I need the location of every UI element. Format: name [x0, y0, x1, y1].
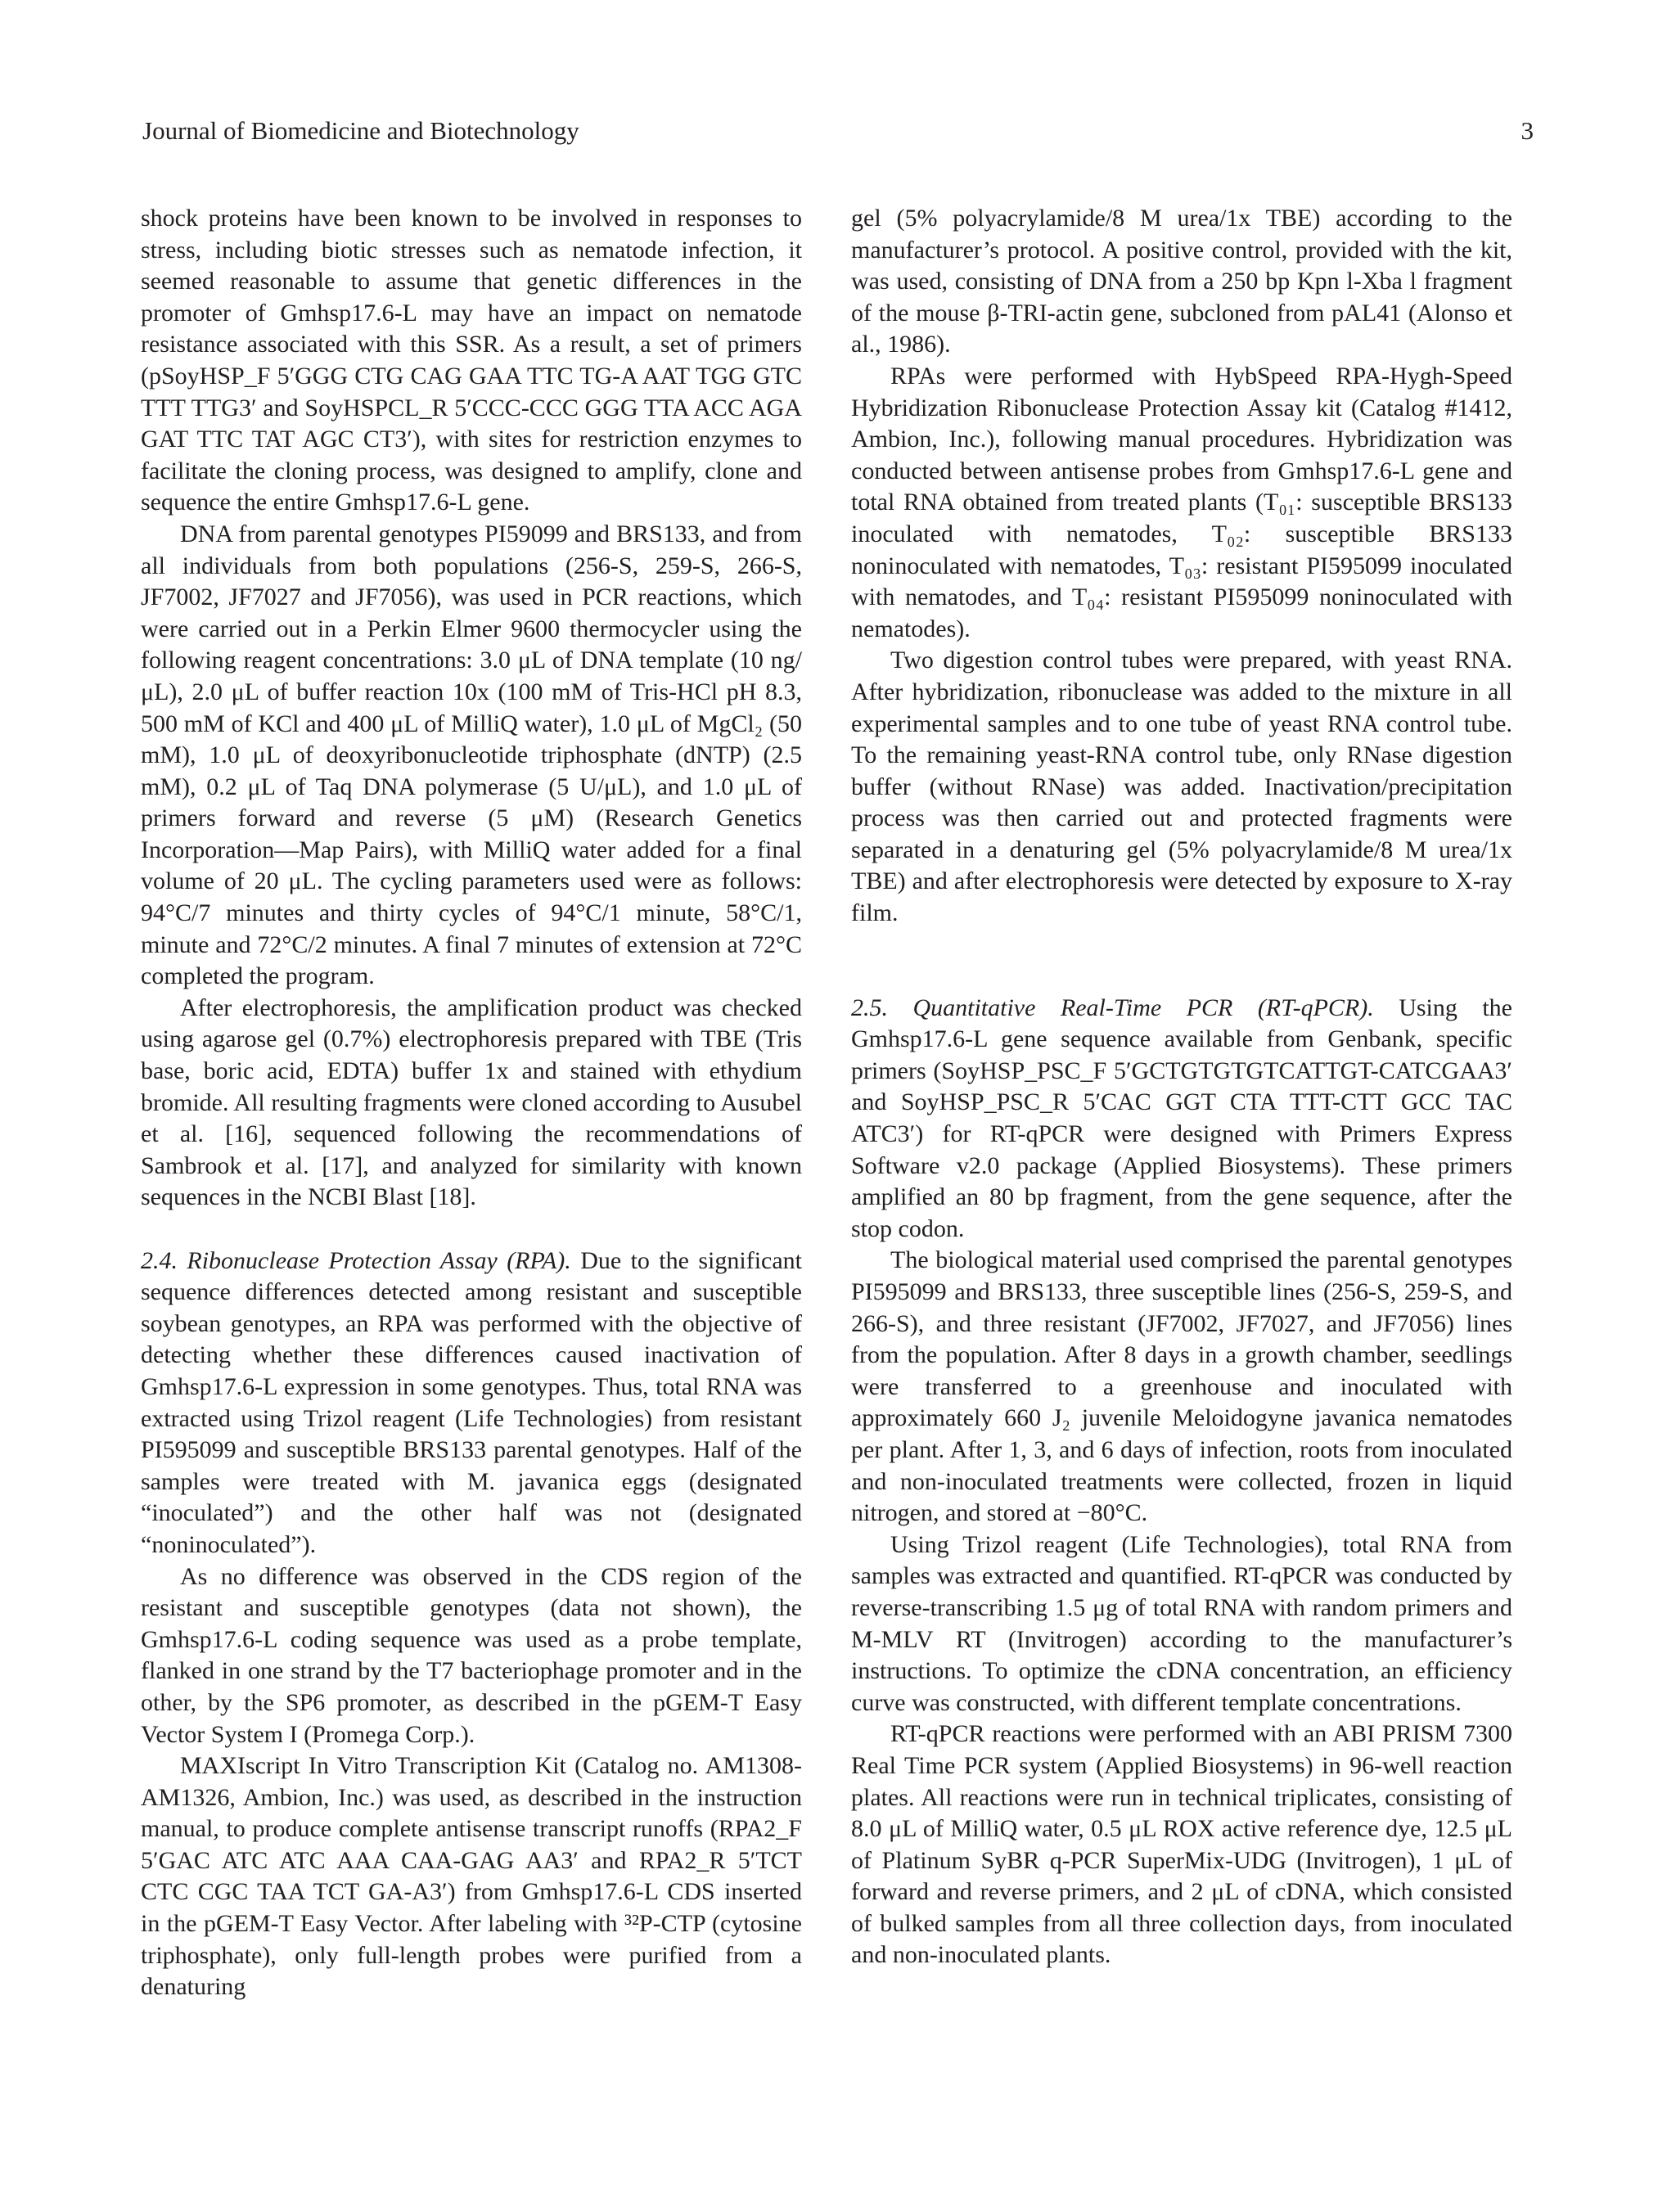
paragraph: MAXIscript In Vitro Transcription Kit (Catalog no. AM1308-AM1326, Ambion, Inc.) was used, as described in the instruction manual, to produce complete antisense transcript runoffs (RPA2_F 5′GAC ATC ATC AAA CAA-GAG AA3′ and RPA2_R 5′TCT CTC CGC TAA TCT GA-A3′) from Gmhsp17.6-L CDS inserted in the pGEM-T Easy Vector. After labeling with ³²P-CTP (cytosine triphosphate), only full-length probes were purified from a denaturing	[141, 1752, 802, 2001]
section-heading: 2.5. Quantitative Real-Time PCR (RT-qPCR).	[851, 993, 1374, 1021]
section-body: Using the Gmhsp17.6-L gene sequence available from Genbank, specific primers (SoyHSP_PSC_F 5′GCTGTGTGTCATTGT-CATCGAA3′ and SoyHSP_PSC_R 5′CAC GGT CTA TTT-CTT GCC TAC ATC3′) for RT-qPCR were designed with Primers Express Software v2.0 package (Applied Biosystems). These primers amplified an 80 bp fragment, from the gene sequence, after the stop codon.	[851, 993, 1512, 1242]
paragraph: RPAs were performed with HybSpeed RPA-Hygh-Speed Hybridization Ribonuclease Protection Assay kit (Catalog #1412, Ambion, Inc.), following manual procedures. Hybridization was conducted between antisense probes from Gmhsp17.6-L gene and total RNA obtained from treated plants (T₀₁: susceptible BRS133 inoculated with nematodes, T₀₂: susceptible BRS133 noninoculated with nematodes, T₀₃: resistant PI595099 inoculated with nematodes, and T₀₄: resistant PI595099 noninoculated with nematodes).	[851, 362, 1512, 642]
paragraph: RT-qPCR reactions were performed with an ABI PRISM 7300 Real Time PCR system (Applied Biosystems) in 96-well reaction plates. All reactions were run in technical triplicates, consisting of 8.0 μL of MilliQ water, 0.5 μL ROX active reference dye, 12.5 μL of Platinum SyBR q-PCR SuperMix-UDG (Invitrogen), 1 μL of forward and reverse primers, and 2 μL of cDNA, which consisted of bulked samples from all three collection days, from inoculated and non-inoculated plants.	[851, 1720, 1512, 1969]
running-header	[142, 116, 1534, 149]
right-column	[851, 203, 1512, 1971]
paragraph: Using Trizol reagent (Life Technologies), total RNA from samples was extracted and quantified. RT-qPCR was conducted by reverse-transcribing 1.5 μg of total RNA with random primers and M-MLV RT (Invitrogen) according to the manufacturer’s instructions. To optimize the cDNA concentration, an efficiency curve was constructed, with different template concentrations.	[851, 1530, 1512, 1716]
paragraph: After electrophoresis, the amplification product was checked using agarose gel (0.7%) electrophoresis prepared with TBE (Tris base, boric acid, EDTA) buffer 1x and stained with ethydium bromide. All resulting fragments were cloned according to Ausubel et al. [16], sequenced following the recommendations of Sambrook et al. [17], and analyzed for similarity with known sequences in the NCBI Blast [18].	[141, 993, 802, 1211]
journal-title: Journal of Biomedicine and Biotechnology	[142, 116, 579, 145]
paragraph: DNA from parental genotypes PI59099 and BRS133, and from all individuals from both populations (256-S, 259-S, 266-S, JF7002, JF7027 and JF7056), was used in PCR reactions, which were carried out in a Perkin Elmer 9600 thermocycler using the following reagent concentrations: 3.0 μL of DNA template (10 ng/μL), 2.0 μL of buffer reaction 10x (100 mM of Tris-HCl pH 8.3, 500 mM of KCl and 400 μL of MilliQ water), 1.0 μL of MgCl₂ (50 mM), 1.0 μL of deoxyribonucleotide triphosphate (dNTP) (2.5 mM), 0.2 μL of Taq DNA polymerase (5 U/μL), and 1.0 μL of primers forward and reverse (5 μM) (Research Genetics Incorporation—Map Pairs), with MilliQ water added for a final volume of 20 μL. The cycling parameters used were as follows: 94°C/7 minutes and thirty cycles of 94°C/1 minute, 58°C/1, minute and 72°C/2 minutes. A final 7 minutes of extension at 72°C completed the program.	[141, 520, 802, 990]
left-column	[141, 203, 802, 2003]
paragraph: gel (5% polyacrylamide/8 M urea/1x TBE) according to the manufacturer’s protocol. A positive control, provided with the kit, was used, consisting of DNA from a 250 bp Kpn l-Xba l fragment of the mouse β-TRI-actin gene, subcloned from pAL41 (Alonso et al., 1986).	[851, 205, 1512, 358]
paragraph: As no difference was observed in the CDS region of the resistant and susceptible genotypes (data not shown), the Gmhsp17.6-L coding sequence was used as a probe template, flanked in one strand by the T7 bacteriophage promoter and in the other, by the SP6 promoter, as described in the pGEM-T Easy Vector System I (Promega Corp.).	[141, 1562, 802, 1748]
paragraph: shock proteins have been known to be involved in responses to stress, including biotic stresses such as nematode infection, it seemed reasonable to assume that genetic differences in the promoter of Gmhsp17.6-L may have an impact on nematode resistance associated with this SSR. As a result, a set of primers (pSoyHSP_F 5′GGG CTG CAG GAA TTC TG-A AAT TGG GTC TTT TTG3′ and SoyHSPCL_R 5′CCC-CCC GGG TTA ACC AGA GAT TTC TAT AGC CT3′), with sites for restriction enzymes to facilitate the cloning process, was designed to amplify, clone and sequence the entire Gmhsp17.6-L gene.	[141, 205, 802, 516]
section-body: Due to the significant sequence differences detected among resistant and susceptible soybean genotypes, an RPA was performed with the objective of detecting whether these differences caused inactivation of Gmhsp17.6-L expression in some genotypes. Thus, total RNA was extracted using Trizol reagent (Life Technologies) from resistant PI595099 and susceptible BRS133 parental genotypes. Half of the samples were treated with M. javanica eggs (designated “inoculated”) and the other half was not (designated “noninoculated”).	[141, 1246, 802, 1558]
section-2-5	[851, 993, 1512, 1246]
page-number: 3	[1521, 116, 1534, 145]
section-2-4	[141, 1246, 802, 1561]
paragraph: The biological material used comprised the parental genotypes PI595099 and BRS133, three susceptible lines (256-S, 259-S, and 266-S), and three resistant (JF7002, JF7027, and JF7056) lines from the population. After 8 days in a growth chamber, seedlings were transferred to a greenhouse and inoculated with approximately 660 J₂ juvenile Meloidogyne javanica nematodes per plant. After 1, 3, and 6 days of infection, roots from inoculated and non-inoculated treatments were collected, frozen in liquid nitrogen, and stored at −80°C.	[851, 1246, 1512, 1527]
section-heading: 2.4. Ribonuclease Protection Assay (RPA).	[141, 1246, 571, 1274]
paragraph: Two digestion control tubes were prepared, with yeast RNA. After hybridization, ribonuclease was added to the mixture in all experimental samples and to one tube of yeast RNA control tube. To the remaining yeast-RNA control tube, only RNase digestion buffer (without RNase) was added. Inactivation/precipitation process was then carried out and protected fragments were separated in a denaturing gel (5% polyacrylamide/8 M urea/1x TBE) and after electrophoresis were detected by exposure to X-ray film.	[851, 646, 1512, 927]
